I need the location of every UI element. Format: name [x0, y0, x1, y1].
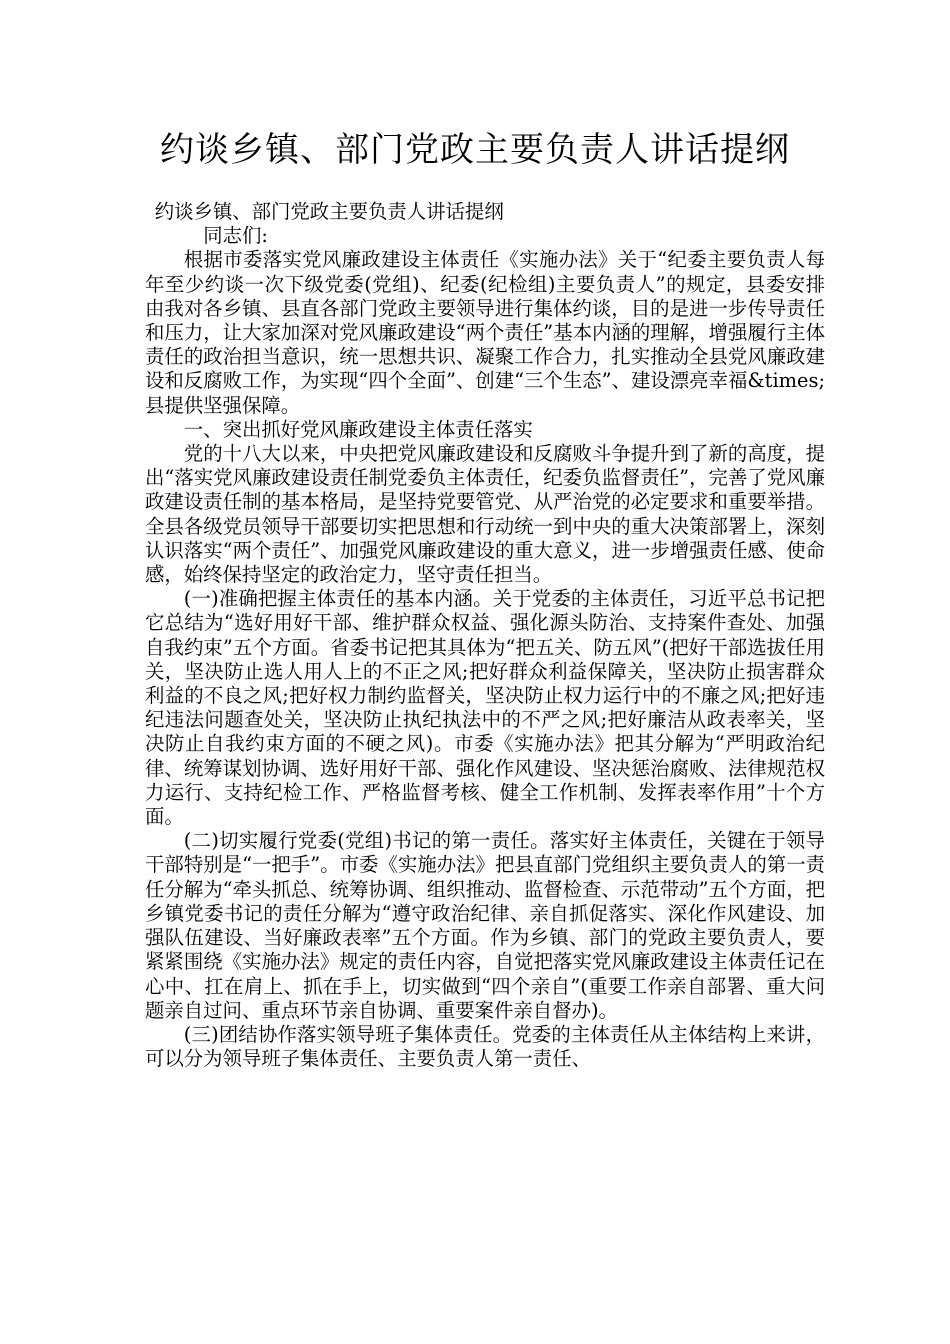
document-body: [145, 200, 825, 1071]
document-subtitle: 约谈乡镇、部门党政主要负责人讲话提纲: [154, 200, 504, 223]
paragraph-section-1: 党的十八大以来，中央把党风廉政建设和反腐败斗争提升到了新的高度，提出“落实党风廉政建设责任制党委负主体责任，纪委负监督责任”，完善了党风廉政建设责任制的基本格局，是坚持党要管党、从严治党的必定要求和重要举措。全县各级党员领导干部要切实把思想和行动统一到中央的重大决策部署上，深刻认识落实“两个责任”、加强党风廉政建设的重大意义，进一步增强责任感、使命感，始终保持坚定的政治定力，坚守责任担当。: [145, 442, 825, 587]
paragraph-intro: 根据市委落实党风廉政建设主体责任《实施办法》关于“纪委主要负责人每年至少约谈一次下级党委(党组)、纪委(纪检组)主要负责人”的规定，县委安排由我对各乡镇、县直各部门党政主要领导进行集体约谈，目的是进一步传导责任和压力，让大家加深对党风廉政建设“两个责任”基本内涵的理解，增强履行主体责任的政治担当意识，统一思想共识、凝聚工作合力，扎实推动全县党风廉政建设和反腐败工作，为实现“四个全面”、创建“三个生态”、建设漂亮幸福&times;县提供坚强保障。: [145, 248, 825, 417]
paragraph-point-2: (二)切实履行党委(党组)书记的第一责任。落实好主体责任，关键在于领导干部特别是“一把手”。市委《实施办法》把县直部门党组织主要负责人的第一责任分解为“牵头抓总、统筹协调、组织推动、监督检查、示范带动”五个方面，把乡镇党委书记的责任分解为“遵守政治纪律、亲自抓促落实、深化作风建设、加强队伍建设、当好廉政表率”五个方面。作为乡镇、部门的党政主要负责人，要紧紧围绕《实施办法》规定的责任内容，自觉把落实党风廉政建设主体责任记在心中、扛在肩上、抓在手上，切实做到“四个亲自”(重要工作亲自部署、重大问题亲自过问、重点环节亲自协调、重要案件亲自督办)。: [145, 829, 825, 1022]
section-heading-1: 一、突出抓好党风廉政建设主体责任落实: [183, 417, 533, 441]
salutation: 同志们:: [203, 224, 268, 248]
paragraph-point-1: (一)准确把握主体责任的基本内涵。关于党委的主体责任，习近平总书记把它总结为“选好用好干部、维护群众权益、强化源头防治、支持案件查处、加强自我约束”五个方面。省委书记把其具体为“把五关、防五风”(把好干部选拔任用关，坚决防止选人用人上的不正之风;把好群众利益保障关，坚决防止损害群众利益的不良之风;把好权力制约监督关，坚决防止权力运行中的不廉之风;把好违纪违法问题查处关，坚决防止执纪执法中的不严之风;把好廉洁从政表率关，坚决防止自我约束方面的不硬之风)。市委《实施办法》把其分解为“严明政治纪律、统筹谋划协调、选好用好干部、强化作风建设、坚决惩治腐败、法律规范权力运行、支持纪检工作、严格监督考核、健全工作机制、发挥表率作用”十个方面。: [145, 587, 825, 829]
paragraph-point-3: (三)团结协作落实领导班子集体责任。党委的主体责任从主体结构上来讲，可以分为领导班子集体责任、主要负责人第一责任、: [145, 1022, 825, 1071]
document-title: 约谈乡镇、部门党政主要负责人讲话提纲: [160, 130, 790, 170]
